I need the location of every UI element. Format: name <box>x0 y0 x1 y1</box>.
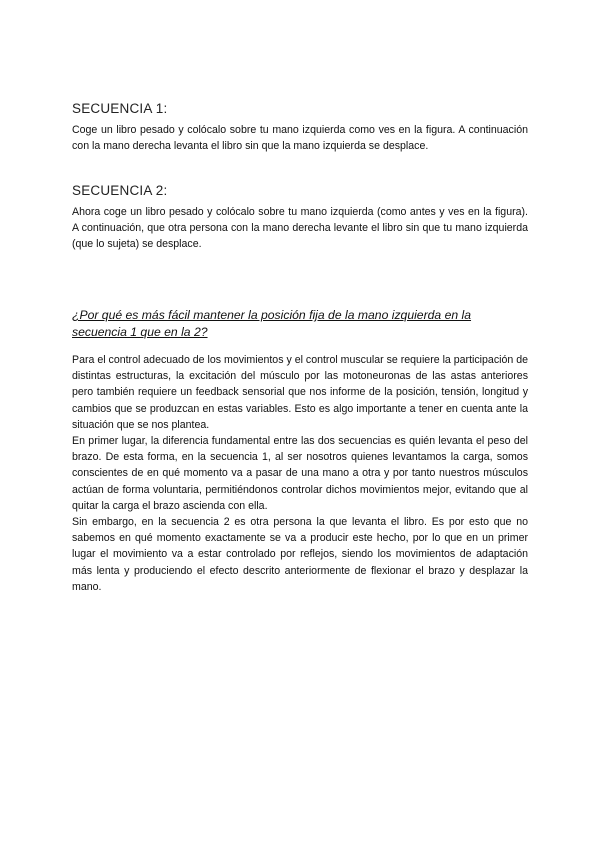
sequence-1-instructions: Coge un libro pesado y colócalo sobre tu mano izquierda como ves en la figura. A continuación con la mano derecha levanta el libro sin que la mano izquierda se desplace. <box>72 124 528 153</box>
sequence-2-instructions: Ahora coge un libro pesado y colócalo sobre tu mano izquierda (como antes y ves en la figura). A continuación, que otra persona con la mano derecha levante el libro sin que tu mano izquierda (que lo sujeta) se desplace. <box>72 206 528 251</box>
answer-paragraph: Sin embargo, en la secuencia 2 es otra persona la que levanta el libro. Es por esto que no sabemos en qué momento exactamente se va a producir este hecho, por lo que en un primer lugar el movimiento va a estar controlado por reflejos, siendo los movimientos de adaptación más lenta y produciendo el efecto descrito anteriormente de flexionar el brazo y desplazar la mano. <box>72 516 528 593</box>
question-text: ¿Por qué es más fácil mantener la posición fija de la mano izquierda en la secuencia 1 que en la 2? <box>72 308 472 339</box>
answer-paragraph: En primer lugar, la diferencia fundamental entre las dos secuencias es quién levanta el peso del brazo. De esta forma, en la secuencia 1, al ser nosotros quienes levantamos la carga, somos conscientes de en qué momento va a pasar de una mano a otra y por tanto nuestros músculos actúan de forma voluntaria, permitiéndonos controlar dichos movimientos mejor, evitando que al quitar la carga el brazo ascienda con ella. <box>72 435 528 512</box>
answer-body <box>72 352 528 595</box>
sequence-2-heading: SECUENCIA 2: <box>72 183 168 198</box>
sequence-1-heading: SECUENCIA 1: <box>72 101 168 116</box>
answer-paragraph: Para el control adecuado de los movimientos y el control muscular se requiere la participación de distintas estructuras, la excitación del músculo por las motoneuronas de las astas anteriores pero también requiere un feedback sensorial que nos informe de la posición, tensión, longitud y cambios que se produzcan en estas variables. Esto es algo importante a tener en cuenta ante la situación que se nos plantea. <box>72 354 528 431</box>
